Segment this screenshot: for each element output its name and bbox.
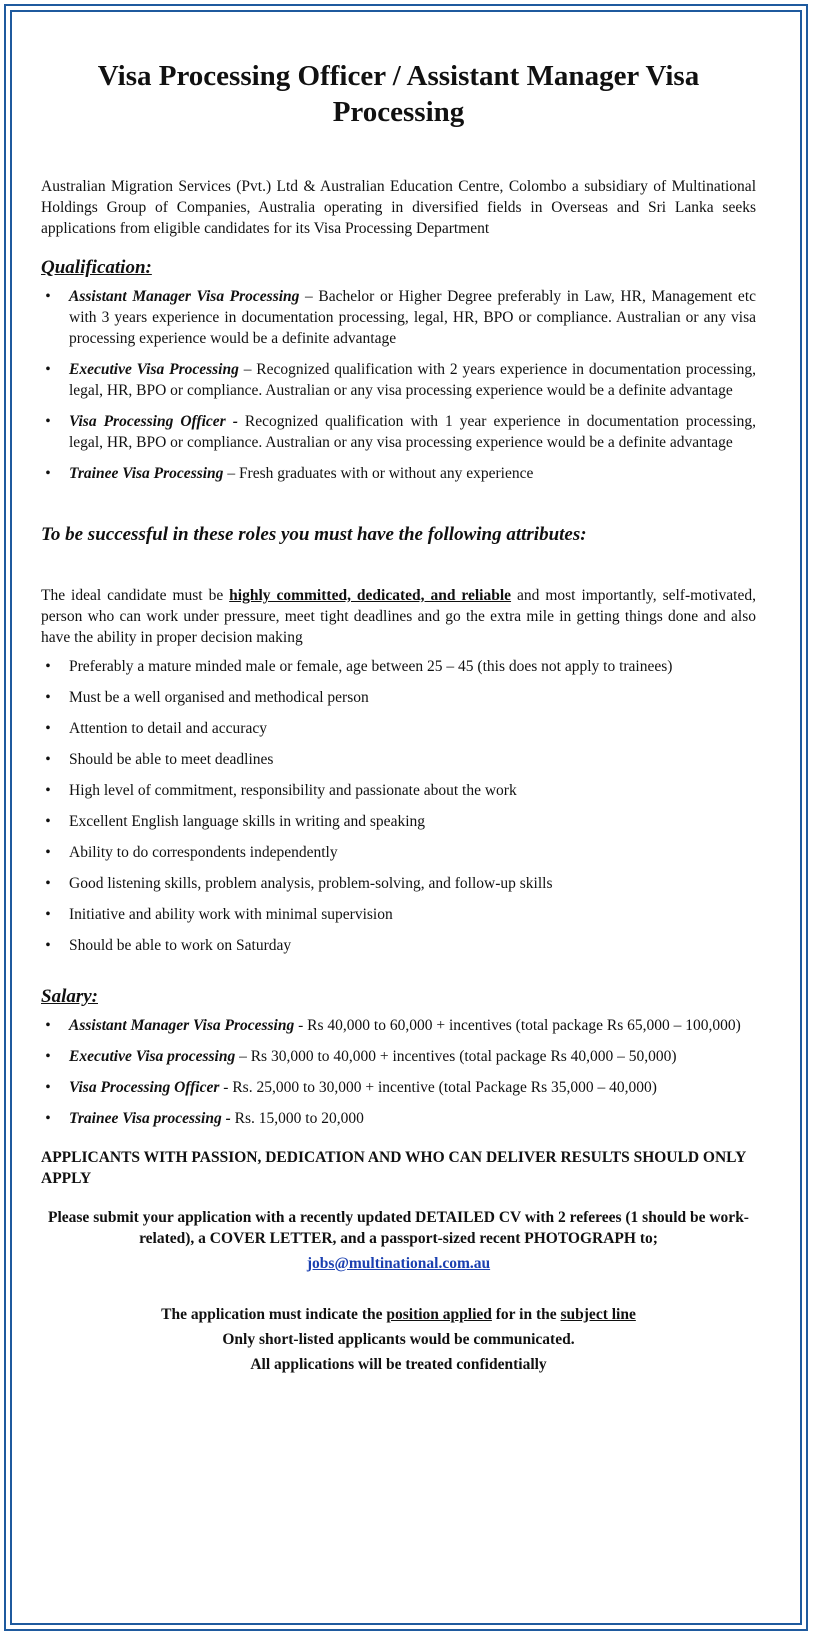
bullet-icon: • <box>45 720 51 737</box>
submit-instructions: Please submit your application with a recently updated DETAILED CV with 2 referees (1 should be work-related), a COVER LETTER, and a passport-sized recent PHOTOGRAPH to; <box>48 1209 749 1247</box>
role-name: Visa Processing Officer <box>69 1079 220 1096</box>
list-item: • Trainee Visa Processing – Fresh graduates with or without any experience <box>41 463 756 484</box>
bullet-icon: • <box>45 413 51 430</box>
list-item <box>41 1108 756 1129</box>
role-name: Visa Processing Officer - <box>69 413 238 430</box>
role-name: Assistant Manager Visa Processing <box>69 288 300 305</box>
intro-paragraph: Australian Migration Services (Pvt.) Ltd & Australian Education Centre, Colombo a subsidiary of Multinational Holdings Group of Companies, Australia operating in diversified fields in Overseas and Sri Lanka seeks applications from eligible candidates for its Visa Processing Department <box>41 178 756 237</box>
list-item <box>41 1077 756 1098</box>
list-item: • Should be able to meet deadlines <box>41 749 756 770</box>
bullet-icon: • <box>45 875 51 892</box>
role-name: Trainee Visa Processing <box>69 465 224 482</box>
list-item: • Assistant Manager Visa Processing – Bachelor or Higher Degree preferably in Law, HR, Management etc with 3 years experience in documentation processing, legal, HR, BPO or compliance. Australian or any visa processing experience would be a definite advantage <box>41 286 756 349</box>
bullet-icon: • <box>45 1110 51 1127</box>
role-name: Trainee Visa processing - <box>69 1110 231 1127</box>
role-requirement: Recognized qualification with 2 years experience in documentation processing, legal, HR, BPO or compliance. Australian or any visa processing experience would be a definite advantage <box>69 361 756 399</box>
bullet-icon: • <box>45 361 51 378</box>
ideal-candidate-paragraph: The ideal candidate must be highly committed, dedicated, and reliable and most importantly, self-motivated, person who can work under pressure, meet tight deadlines and go the extra mile in getting things done and also have the ability in proper decision making <box>41 587 756 646</box>
list-item: • Excellent English language skills in writing and speaking <box>41 811 756 832</box>
subject-line-note: The application must indicate the position applied for in the subject line <box>161 1306 636 1323</box>
list-item <box>41 411 756 453</box>
role-requirement: Fresh graduates with or without any experience <box>238 465 534 482</box>
qualification-list <box>41 286 756 484</box>
bullet-icon: • <box>45 1017 51 1034</box>
bullet-icon: • <box>45 937 51 954</box>
list-item: • Preferably a mature minded male or female, age between 25 – 45 (this does not apply to trainees) <box>41 656 756 677</box>
bullet-icon: • <box>45 1079 51 1096</box>
bullet-icon: • <box>45 782 51 799</box>
role-requirement: Bachelor or Higher Degree preferably in Law, HR, Management etc with 3 years experience in documentation processing, legal, HR, BPO or compliance. Australian or any visa processing experience would be a definite advantage <box>69 288 756 347</box>
bullet-icon: • <box>45 658 51 675</box>
list-item: • Must be a well organised and methodical person <box>41 687 756 708</box>
email-link[interactable]: jobs@multinational.com.au <box>306 1255 491 1272</box>
salary-heading: Salary: <box>41 986 98 1007</box>
applicants-note: APPLICANTS WITH PASSION, DEDICATION AND WHO CAN DELIVER RESULTS SHOULD ONLY APPLY <box>41 1149 746 1187</box>
list-item: • High level of commitment, responsibility and passionate about the work <box>41 780 756 801</box>
list-item: • Attention to detail and accuracy <box>41 718 756 739</box>
shortlist-note: Only short-listed applicants would be communicated. <box>222 1331 575 1348</box>
salary-list <box>41 1015 756 1129</box>
role-name: Executive Visa Processing <box>69 361 239 378</box>
salary-range: Rs. 15,000 to 20,000 <box>230 1110 364 1127</box>
salary-range: - Rs 40,000 to 60,000 + incentives (total package Rs 65,000 – 100,000) <box>294 1017 741 1034</box>
list-item: • Executive Visa Processing – Recognized qualification with 2 years experience in documentation processing, legal, HR, BPO or compliance. Australian or any visa processing experience would be a definite advantage <box>41 359 756 401</box>
attributes-heading: To be successful in these roles you must have the following attributes: <box>41 524 587 545</box>
list-item: • Good listening skills, problem analysis, problem-solving, and follow-up skills <box>41 873 756 894</box>
role-name: Executive Visa processing <box>69 1048 236 1065</box>
job-advert <box>41 52 756 1377</box>
bullet-icon: • <box>45 751 51 768</box>
bullet-icon: • <box>45 906 51 923</box>
qualification-heading: Qualification: <box>41 257 152 278</box>
bullet-icon: • <box>45 813 51 830</box>
email-link-wrapper <box>41 1253 756 1274</box>
role-name: Assistant Manager Visa Processing <box>69 1017 295 1034</box>
list-item: • Ability to do correspondents independently <box>41 842 756 863</box>
list-item: • Should be able to work on Saturday <box>41 935 756 956</box>
bullet-icon: • <box>45 689 51 706</box>
bullet-icon: • <box>45 1048 51 1065</box>
bullet-icon: • <box>45 465 51 482</box>
list-item: • Initiative and ability work with minimal supervision <box>41 904 756 925</box>
salary-range: – Rs 30,000 to 40,000 + incentives (total package Rs 40,000 – 50,000) <box>235 1048 677 1065</box>
list-item <box>41 1015 756 1036</box>
attributes-list <box>41 656 756 956</box>
confidential-note: All applications will be treated confidentially <box>250 1356 547 1373</box>
salary-range: - Rs. 25,000 to 30,000 + incentive (total Package Rs 35,000 – 40,000) <box>219 1079 657 1096</box>
bullet-icon: • <box>45 844 51 861</box>
page-title: Visa Processing Officer / Assistant Manager Visa Processing <box>97 60 700 128</box>
list-item <box>41 1046 756 1067</box>
role-requirement: Recognized qualification with 1 year experience in documentation processing, legal, HR, BPO or compliance. Australian or any visa processing experience would be a definite advantage <box>69 413 757 451</box>
closing-notes <box>41 1302 756 1377</box>
emphasis-text: highly committed, dedicated, and reliable <box>229 587 512 604</box>
bullet-icon: • <box>45 288 51 305</box>
